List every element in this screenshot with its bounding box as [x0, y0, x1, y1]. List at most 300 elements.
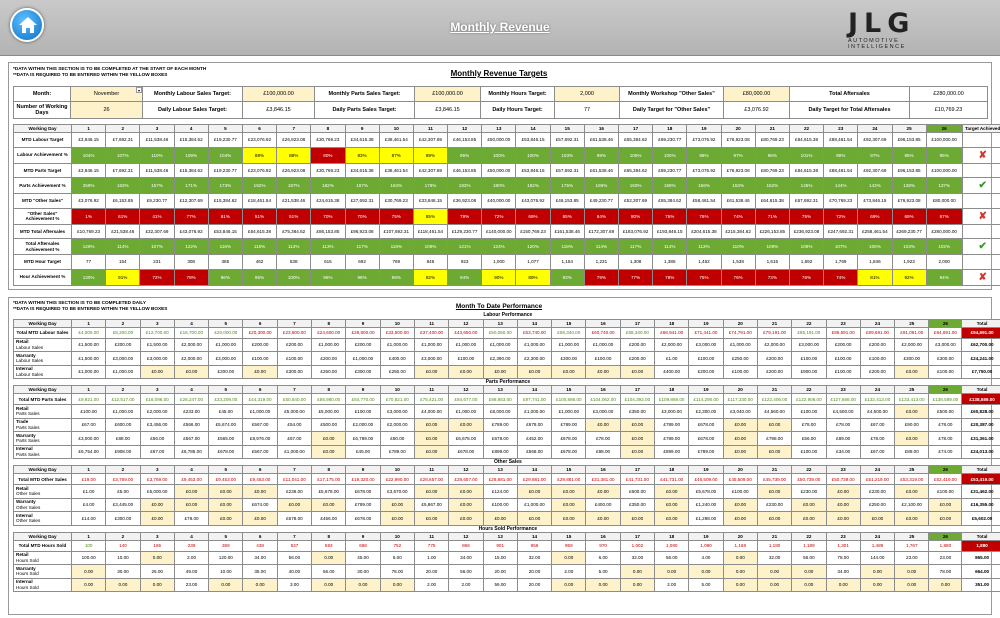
daily-input-cell[interactable]: £98.00: [586, 445, 620, 459]
daily-input-cell[interactable]: £0.00: [929, 512, 962, 526]
daily-input-cell[interactable]: £789.00: [552, 418, 586, 432]
daily-input-cell[interactable]: £89.00: [826, 432, 860, 446]
daily-input-cell[interactable]: £56.00: [140, 432, 174, 446]
daily-input-cell[interactable]: £0.00: [620, 418, 654, 432]
daily-input-cell[interactable]: £200.00: [757, 365, 791, 379]
daily-input-cell[interactable]: £6,754.00: [72, 445, 106, 459]
daily-input-cell[interactable]: 40.00: [277, 565, 311, 579]
daily-input-cell[interactable]: £0.00: [620, 365, 654, 379]
daily-input-cell[interactable]: £678.00: [552, 445, 586, 459]
daily-input-cell[interactable]: £2,000.00: [140, 405, 174, 419]
daily-input-cell[interactable]: £678.00: [346, 512, 380, 526]
daily-input-cell[interactable]: 0.00: [72, 565, 106, 579]
daily-input-cell[interactable]: £0.00: [209, 485, 243, 499]
daily-input-cell[interactable]: £2,390.00: [483, 352, 517, 366]
daily-input-cell[interactable]: 0.00: [243, 578, 277, 592]
daily-input-cell[interactable]: £1,000.00: [243, 405, 277, 419]
daily-input-cell[interactable]: £5,000.00: [140, 485, 174, 499]
daily-input-cell[interactable]: £789.00: [655, 432, 689, 446]
daily-input-cell[interactable]: £3,445.00: [106, 498, 140, 512]
daily-input-cell[interactable]: £600.00: [106, 418, 140, 432]
daily-input-cell[interactable]: £0.00: [483, 512, 517, 526]
daily-input-cell[interactable]: £678.00: [689, 432, 723, 446]
daily-input-cell[interactable]: £200.00: [860, 365, 894, 379]
daily-input-cell[interactable]: 0.00: [689, 565, 723, 579]
daily-input-cell[interactable]: £0.00: [174, 365, 208, 379]
daily-input-cell[interactable]: 23.00: [895, 551, 929, 565]
daily-input-cell[interactable]: £0.00: [655, 512, 689, 526]
daily-input-cell[interactable]: £0.00: [414, 485, 448, 499]
dropdown-arrow-icon[interactable]: ▾: [137, 88, 140, 93]
daily-input-cell[interactable]: 2.00: [174, 551, 208, 565]
daily-input-cell[interactable]: £300.00: [106, 512, 140, 526]
daily-input-cell[interactable]: 56.00: [483, 578, 517, 592]
daily-input-cell[interactable]: 78.00: [826, 551, 860, 565]
daily-input-cell[interactable]: £0.00: [895, 405, 929, 419]
daily-input-cell[interactable]: 20.00: [517, 578, 551, 592]
daily-input-cell[interactable]: £8,976.00: [243, 432, 277, 446]
daily-input-cell[interactable]: £200.00: [312, 352, 346, 366]
daily-input-cell[interactable]: £100.00: [723, 365, 757, 379]
daily-input-cell[interactable]: £4,500.00: [860, 405, 894, 419]
daily-input-cell[interactable]: 0.00: [757, 565, 791, 579]
daily-input-cell[interactable]: £250.00: [380, 365, 414, 379]
daily-input-cell[interactable]: £0.00: [552, 365, 586, 379]
daily-input-cell[interactable]: 0.00: [140, 551, 174, 565]
daily-input-cell[interactable]: £0.00: [312, 498, 346, 512]
daily-input-cell[interactable]: £0.00: [586, 512, 620, 526]
daily-input-cell[interactable]: £0.00: [586, 485, 620, 499]
daily-input-cell[interactable]: £78.00: [586, 432, 620, 446]
daily-input-cell[interactable]: £0.00: [414, 512, 448, 526]
daily-input-cell[interactable]: £1,000.00: [449, 338, 483, 352]
daily-input-cell[interactable]: £789.00: [346, 498, 380, 512]
daily-input-cell[interactable]: £0.00: [449, 418, 483, 432]
daily-input-cell[interactable]: £100.00: [792, 445, 826, 459]
daily-input-cell[interactable]: £2,000.00: [346, 418, 380, 432]
daily-input-cell[interactable]: 20.00: [483, 565, 517, 579]
daily-input-cell[interactable]: 10.00: [106, 551, 140, 565]
daily-input-cell[interactable]: £8,000.00: [483, 405, 517, 419]
daily-input-cell[interactable]: 78.00: [380, 565, 414, 579]
daily-input-cell[interactable]: £600.00: [620, 485, 654, 499]
daily-input-cell[interactable]: £789.00: [655, 418, 689, 432]
daily-input-cell[interactable]: 0.00: [72, 578, 106, 592]
daily-input-cell[interactable]: £100.00: [792, 352, 826, 366]
daily-input-cell[interactable]: 0.00: [312, 578, 346, 592]
daily-input-cell[interactable]: £124.00: [483, 485, 517, 499]
daily-input-cell[interactable]: 56.00: [449, 565, 483, 579]
daily-input-cell[interactable]: £0.00: [792, 512, 826, 526]
daily-input-cell[interactable]: £54.00: [277, 418, 311, 432]
daily-input-cell[interactable]: £1,298.00: [689, 512, 723, 526]
daily-input-cell[interactable]: 0.00: [552, 551, 586, 565]
daily-input-cell[interactable]: £45.00: [346, 445, 380, 459]
daily-input-cell[interactable]: 56.00: [655, 551, 689, 565]
daily-input-cell[interactable]: £0.00: [895, 432, 929, 446]
daily-input-cell[interactable]: £565.00: [209, 432, 243, 446]
daily-input-cell[interactable]: 56.00: [277, 551, 311, 565]
daily-input-cell[interactable]: £1,000.00: [414, 338, 448, 352]
daily-input-cell[interactable]: £3,000.00: [209, 352, 243, 366]
daily-input-cell[interactable]: £1,000.00: [483, 338, 517, 352]
daily-input-cell[interactable]: 2.00: [449, 578, 483, 592]
daily-input-cell[interactable]: £5,000.00: [312, 405, 346, 419]
daily-input-cell[interactable]: 32.00: [757, 551, 791, 565]
daily-input-cell[interactable]: £78.00: [792, 418, 826, 432]
daily-input-cell[interactable]: £100.00: [243, 352, 277, 366]
daily-input-cell[interactable]: £0.00: [517, 512, 551, 526]
daily-input-cell[interactable]: £0.00: [174, 498, 208, 512]
daily-input-cell[interactable]: £0.00: [757, 512, 791, 526]
daily-input-cell[interactable]: £0.00: [620, 445, 654, 459]
daily-input-cell[interactable]: £67.00: [72, 418, 106, 432]
daily-input-cell[interactable]: £5,000.00: [277, 405, 311, 419]
daily-input-cell[interactable]: £1,240.00: [689, 498, 723, 512]
daily-input-cell[interactable]: £678.00: [552, 432, 586, 446]
daily-input-cell[interactable]: £350.00: [620, 405, 654, 419]
daily-input-cell[interactable]: £100.00: [586, 352, 620, 366]
daily-input-cell[interactable]: £90.00: [895, 418, 929, 432]
daily-input-cell[interactable]: 0.00: [792, 578, 826, 592]
daily-input-cell[interactable]: £250.00: [860, 498, 894, 512]
daily-input-cell[interactable]: £567.00: [243, 445, 277, 459]
daily-input-cell[interactable]: 0.00: [620, 578, 654, 592]
daily-input-cell[interactable]: £2,000.00: [174, 338, 208, 352]
daily-input-cell[interactable]: £0.00: [483, 365, 517, 379]
daily-input-cell[interactable]: £1,000.00: [552, 405, 586, 419]
daily-input-cell[interactable]: £6,785.00: [174, 445, 208, 459]
daily-input-cell[interactable]: £3,456.00: [140, 418, 174, 432]
daily-input-cell[interactable]: 2.00: [414, 578, 448, 592]
daily-input-cell[interactable]: £100.00: [792, 405, 826, 419]
daily-input-cell[interactable]: £3,000.00: [380, 405, 414, 419]
daily-input-cell[interactable]: £5,867.00: [414, 498, 448, 512]
daily-input-cell[interactable]: £0.00: [312, 445, 346, 459]
daily-input-cell[interactable]: £2,000.00: [174, 352, 208, 366]
daily-input-cell[interactable]: £5,674.00: [209, 418, 243, 432]
daily-input-cell[interactable]: £0.00: [414, 432, 448, 446]
daily-input-cell[interactable]: £78.00: [860, 432, 894, 446]
daily-input-cell[interactable]: £0.00: [380, 498, 414, 512]
daily-input-cell[interactable]: 0.00: [312, 551, 346, 565]
daily-input-cell[interactable]: 34.00: [449, 551, 483, 565]
daily-input-cell[interactable]: 0.00: [860, 578, 894, 592]
daily-input-cell[interactable]: £0.00: [552, 498, 586, 512]
daily-input-cell[interactable]: 6.00: [380, 551, 414, 565]
daily-input-cell[interactable]: £250.00: [312, 365, 346, 379]
daily-input-cell[interactable]: £2,000.00: [655, 338, 689, 352]
daily-input-cell[interactable]: £0.00: [243, 512, 277, 526]
daily-input-cell[interactable]: £3,000.00: [929, 338, 962, 352]
daily-input-cell[interactable]: £674.00: [243, 498, 277, 512]
daily-input-cell[interactable]: £1,500.00: [72, 352, 106, 366]
daily-input-cell[interactable]: £233.00: [174, 405, 208, 419]
daily-input-cell[interactable]: £899.00: [483, 445, 517, 459]
daily-input-cell[interactable]: £1,500.00: [72, 338, 106, 352]
daily-input-cell[interactable]: 3.00: [277, 578, 311, 592]
daily-input-cell[interactable]: 120.00: [209, 551, 243, 565]
daily-input-cell[interactable]: £2,000.00: [895, 338, 929, 352]
daily-input-cell[interactable]: £0.00: [826, 498, 860, 512]
daily-input-cell[interactable]: £1,000.00: [380, 338, 414, 352]
daily-input-cell[interactable]: £200.00: [277, 338, 311, 352]
daily-input-cell[interactable]: £0.00: [757, 418, 791, 432]
daily-input-cell[interactable]: £678.00: [449, 445, 483, 459]
daily-input-cell[interactable]: £0.00: [826, 512, 860, 526]
daily-input-cell[interactable]: £300.00: [277, 365, 311, 379]
daily-input-cell[interactable]: £0.00: [655, 485, 689, 499]
daily-input-cell[interactable]: £3,000.00: [106, 352, 140, 366]
daily-input-cell[interactable]: 0.00: [346, 578, 380, 592]
daily-input-cell[interactable]: £0.00: [243, 365, 277, 379]
daily-input-cell[interactable]: £678.00: [209, 445, 243, 459]
daily-input-cell[interactable]: 0.00: [552, 578, 586, 592]
daily-input-cell[interactable]: £566.00: [174, 418, 208, 432]
daily-input-cell[interactable]: £200.00: [757, 352, 791, 366]
daily-input-cell[interactable]: £300.00: [929, 352, 962, 366]
daily-input-cell[interactable]: £67.00: [860, 445, 894, 459]
daily-input-cell[interactable]: 0.00: [826, 578, 860, 592]
daily-input-cell[interactable]: 32.00: [620, 551, 654, 565]
daily-input-cell[interactable]: £300.00: [552, 352, 586, 366]
daily-input-cell[interactable]: £78.00: [929, 418, 962, 432]
daily-input-cell[interactable]: £0.00: [620, 512, 654, 526]
daily-input-cell[interactable]: £200.00: [106, 338, 140, 352]
daily-input-cell[interactable]: £100.00: [929, 485, 962, 499]
daily-input-cell[interactable]: £1,000.00: [517, 338, 551, 352]
daily-input-cell[interactable]: £0.00: [174, 485, 208, 499]
daily-input-cell[interactable]: £678.00: [483, 432, 517, 446]
daily-input-cell[interactable]: £100.00: [826, 352, 860, 366]
parts-target-input[interactable]: £100,000.00: [415, 87, 481, 102]
daily-input-cell[interactable]: £0.00: [586, 365, 620, 379]
daily-input-cell[interactable]: £3,000.00: [689, 338, 723, 352]
daily-input-cell[interactable]: £400.00: [655, 365, 689, 379]
daily-input-cell[interactable]: £1.00: [72, 485, 106, 499]
daily-input-cell[interactable]: £200.00: [860, 338, 894, 352]
daily-input-cell[interactable]: £1,000.00: [449, 405, 483, 419]
daily-input-cell[interactable]: £678.00: [346, 485, 380, 499]
daily-input-cell[interactable]: £100.00: [929, 365, 962, 379]
daily-input-cell[interactable]: £0.00: [414, 365, 448, 379]
hours-target-input[interactable]: 2,000: [555, 87, 620, 102]
daily-input-cell[interactable]: £88.00: [106, 432, 140, 446]
daily-input-cell[interactable]: 56.00: [792, 551, 826, 565]
daily-input-cell[interactable]: £45.00: [209, 405, 243, 419]
daily-input-cell[interactable]: £89.00: [895, 445, 929, 459]
daily-input-cell[interactable]: 0.00: [792, 565, 826, 579]
daily-input-cell[interactable]: £0.00: [586, 418, 620, 432]
daily-input-cell[interactable]: £100.00: [277, 352, 311, 366]
daily-input-cell[interactable]: £0.00: [552, 485, 586, 499]
daily-input-cell[interactable]: 15.00: [483, 551, 517, 565]
daily-input-cell[interactable]: £678.00: [517, 418, 551, 432]
daily-input-cell[interactable]: £3,000.00: [655, 405, 689, 419]
daily-input-cell[interactable]: 30.00: [106, 565, 140, 579]
daily-input-cell[interactable]: £0.00: [449, 512, 483, 526]
daily-input-cell[interactable]: £1,000.00: [517, 405, 551, 419]
daily-input-cell[interactable]: £250.00: [723, 352, 757, 366]
daily-input-cell[interactable]: 30.00: [346, 565, 380, 579]
daily-input-cell[interactable]: 0.00: [209, 578, 243, 592]
daily-input-cell[interactable]: £1,000.00: [346, 352, 380, 366]
daily-input-cell[interactable]: £200.00: [209, 365, 243, 379]
daily-input-cell[interactable]: 0.00: [757, 578, 791, 592]
daily-input-cell[interactable]: 5.00: [689, 578, 723, 592]
daily-input-cell[interactable]: £200.00: [346, 338, 380, 352]
daily-input-cell[interactable]: 20.00: [517, 565, 551, 579]
daily-input-cell[interactable]: £568.00: [517, 445, 551, 459]
daily-input-cell[interactable]: £300.00: [346, 365, 380, 379]
daily-input-cell[interactable]: £3,000.00: [140, 352, 174, 366]
daily-input-cell[interactable]: 0.00: [106, 578, 140, 592]
daily-input-cell[interactable]: £789.00: [483, 418, 517, 432]
daily-input-cell[interactable]: £200.00: [620, 338, 654, 352]
daily-input-cell[interactable]: £452.00: [517, 432, 551, 446]
daily-input-cell[interactable]: 100.00: [72, 551, 106, 565]
daily-input-cell[interactable]: 25.00: [140, 565, 174, 579]
daily-input-cell[interactable]: £456.00: [312, 512, 346, 526]
daily-input-cell[interactable]: £1.00: [655, 352, 689, 366]
daily-input-cell[interactable]: 6.00: [586, 551, 620, 565]
daily-input-cell[interactable]: 34.00: [243, 551, 277, 565]
daily-input-cell[interactable]: £0.00: [757, 485, 791, 499]
daily-input-cell[interactable]: 2.00: [552, 565, 586, 579]
daily-input-cell[interactable]: £34.00: [826, 445, 860, 459]
daily-input-cell[interactable]: £4,000.00: [414, 405, 448, 419]
daily-input-cell[interactable]: £0.00: [655, 498, 689, 512]
daily-input-cell[interactable]: £0.00: [929, 498, 962, 512]
daily-input-cell[interactable]: 0.00: [860, 565, 894, 579]
daily-input-cell[interactable]: £3,000.00: [792, 338, 826, 352]
daily-input-cell[interactable]: £4,500.00: [826, 405, 860, 419]
daily-input-cell[interactable]: £2,300.00: [517, 352, 551, 366]
daily-input-cell[interactable]: £230.00: [757, 498, 791, 512]
daily-input-cell[interactable]: £5,678.00: [689, 485, 723, 499]
daily-input-cell[interactable]: £1,000.00: [72, 365, 106, 379]
daily-input-cell[interactable]: 0.00: [655, 565, 689, 579]
daily-input-cell[interactable]: 0.00: [929, 578, 962, 592]
daily-input-cell[interactable]: £908.00: [106, 445, 140, 459]
daily-input-cell[interactable]: 0.00: [620, 565, 654, 579]
daily-input-cell[interactable]: £200.00: [689, 365, 723, 379]
daily-input-cell[interactable]: £1,000.00: [312, 338, 346, 352]
daily-input-cell[interactable]: £100.00: [72, 405, 106, 419]
daily-input-cell[interactable]: £300.00: [895, 352, 929, 366]
daily-input-cell[interactable]: £1,000.00: [723, 338, 757, 352]
daily-input-cell[interactable]: £0.00: [826, 485, 860, 499]
daily-input-cell[interactable]: £1,000.00: [517, 498, 551, 512]
daily-input-cell[interactable]: £78.00: [174, 512, 208, 526]
daily-input-cell[interactable]: £500.00: [312, 418, 346, 432]
daily-input-cell[interactable]: £2,000.00: [380, 418, 414, 432]
daily-input-cell[interactable]: £80.00: [380, 432, 414, 446]
daily-input-cell[interactable]: £500.00: [929, 405, 962, 419]
daily-input-cell[interactable]: £0.00: [792, 498, 826, 512]
daily-input-cell[interactable]: £0.00: [243, 485, 277, 499]
daily-input-cell[interactable]: £67.00: [860, 418, 894, 432]
daily-input-cell[interactable]: £100.00: [689, 352, 723, 366]
daily-input-cell[interactable]: £230.00: [860, 485, 894, 499]
daily-input-cell[interactable]: 23.00: [174, 578, 208, 592]
daily-input-cell[interactable]: £798.00: [757, 432, 791, 446]
daily-input-cell[interactable]: £0.00: [277, 498, 311, 512]
daily-input-cell[interactable]: £200.00: [243, 338, 277, 352]
daily-input-cell[interactable]: £78.00: [929, 432, 962, 446]
daily-input-cell[interactable]: £0.00: [449, 485, 483, 499]
daily-input-cell[interactable]: £5,678.00: [312, 485, 346, 499]
daily-input-cell[interactable]: £678.00: [689, 418, 723, 432]
daily-input-cell[interactable]: £1,000.00: [106, 365, 140, 379]
daily-input-cell[interactable]: £400.00: [380, 352, 414, 366]
daily-input-cell[interactable]: £100.00: [346, 405, 380, 419]
daily-input-cell[interactable]: £236.00: [277, 485, 311, 499]
labour-target-input[interactable]: £100,000.00: [243, 87, 315, 102]
daily-input-cell[interactable]: £1,500.00: [140, 338, 174, 352]
daily-input-cell[interactable]: 0.00: [723, 578, 757, 592]
daily-input-cell[interactable]: £4.00: [72, 498, 106, 512]
daily-input-cell[interactable]: 35.00: [243, 565, 277, 579]
daily-input-cell[interactable]: 4.00: [689, 551, 723, 565]
daily-input-cell[interactable]: £0.00: [552, 512, 586, 526]
daily-input-cell[interactable]: 144.00: [860, 551, 894, 565]
daily-input-cell[interactable]: 32.00: [517, 551, 551, 565]
daily-input-cell[interactable]: £2,300.00: [689, 405, 723, 419]
daily-input-cell[interactable]: £0.00: [209, 498, 243, 512]
daily-input-cell[interactable]: £0.00: [140, 498, 174, 512]
daily-input-cell[interactable]: 0.00: [380, 578, 414, 592]
daily-input-cell[interactable]: £67.00: [277, 432, 311, 446]
daily-input-cell[interactable]: £230.00: [792, 485, 826, 499]
daily-input-cell[interactable]: 0.00: [723, 565, 757, 579]
daily-input-cell[interactable]: £6,789.00: [346, 432, 380, 446]
daily-input-cell[interactable]: £100.00: [449, 352, 483, 366]
daily-input-cell[interactable]: £0.00: [723, 445, 757, 459]
daily-input-cell[interactable]: £0.00: [517, 365, 551, 379]
daily-input-cell[interactable]: £100.00: [826, 365, 860, 379]
daily-input-cell[interactable]: £0.00: [449, 365, 483, 379]
daily-input-cell[interactable]: £100.00: [723, 485, 757, 499]
daily-input-cell[interactable]: £567.00: [174, 432, 208, 446]
daily-input-cell[interactable]: £200.00: [826, 338, 860, 352]
daily-input-cell[interactable]: £100.00: [860, 352, 894, 366]
daily-input-cell[interactable]: £0.00: [414, 445, 448, 459]
daily-input-cell[interactable]: £1,000.00: [552, 338, 586, 352]
daily-input-cell[interactable]: £100.00: [483, 498, 517, 512]
daily-input-cell[interactable]: £350.00: [620, 498, 654, 512]
daily-input-cell[interactable]: £0.00: [140, 512, 174, 526]
daily-input-cell[interactable]: £74.00: [929, 445, 962, 459]
daily-input-cell[interactable]: £0.00: [380, 512, 414, 526]
daily-input-cell[interactable]: 45.00: [346, 551, 380, 565]
daily-input-cell[interactable]: £4,560.00: [757, 405, 791, 419]
daily-input-cell[interactable]: £56.00: [792, 432, 826, 446]
daily-input-cell[interactable]: £5.00: [106, 485, 140, 499]
daily-input-cell[interactable]: 0.00: [895, 565, 929, 579]
daily-input-cell[interactable]: 0.00: [723, 551, 757, 565]
daily-input-cell[interactable]: 5.00: [586, 565, 620, 579]
daily-input-cell[interactable]: 49.00: [174, 565, 208, 579]
daily-input-cell[interactable]: £2,000.00: [757, 338, 791, 352]
daily-input-cell[interactable]: 1.00: [414, 551, 448, 565]
daily-input-cell[interactable]: £1,000.00: [106, 405, 140, 419]
daily-input-cell[interactable]: £2,100.00: [895, 498, 929, 512]
daily-input-cell[interactable]: £0.00: [209, 512, 243, 526]
home-button[interactable]: [10, 8, 44, 42]
daily-input-cell[interactable]: 23.00: [929, 551, 962, 565]
daily-input-cell[interactable]: £1,000.00: [209, 338, 243, 352]
